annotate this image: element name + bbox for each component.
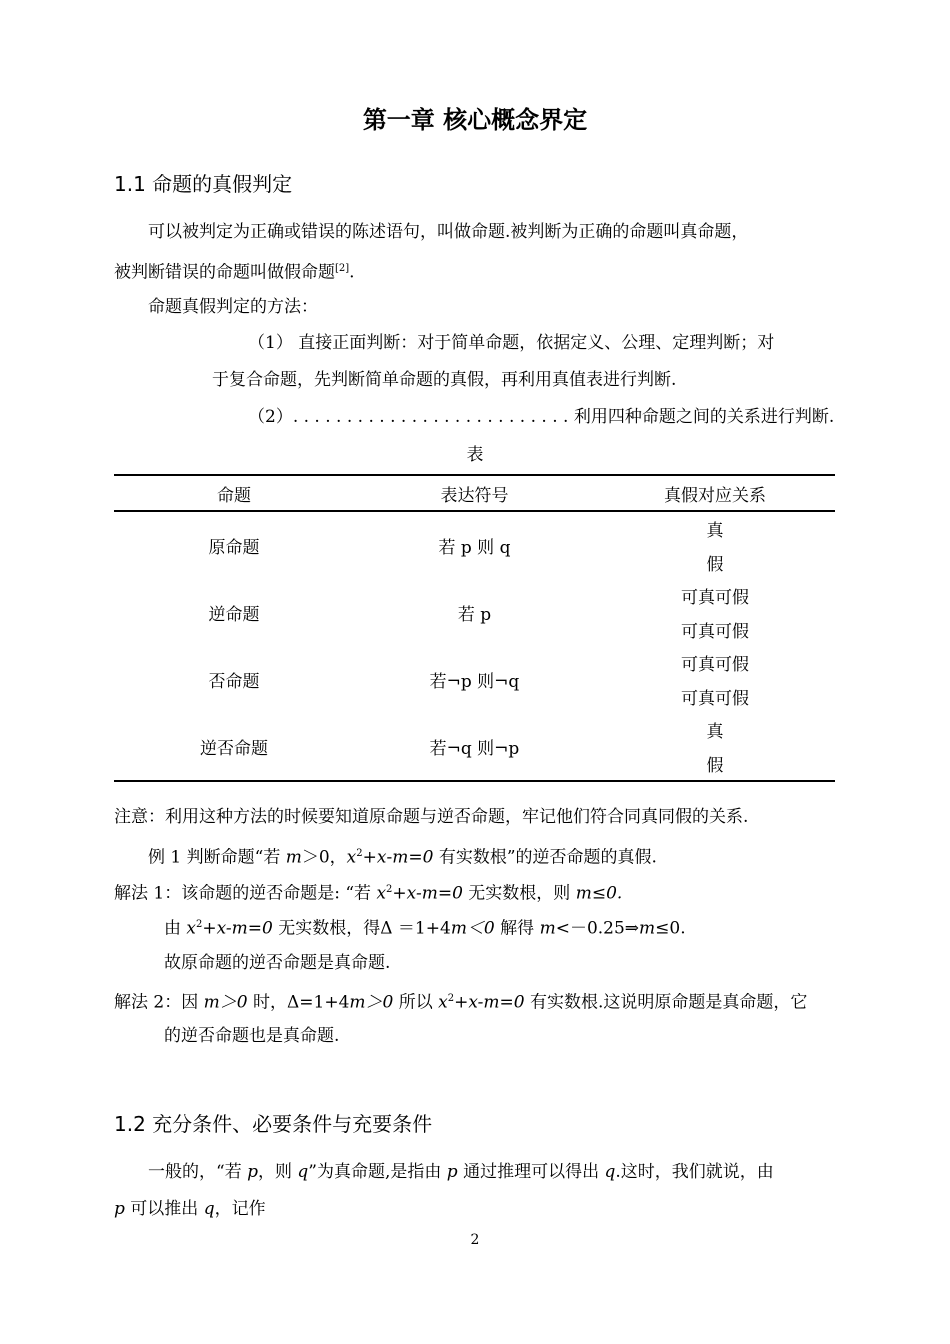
math-expr: ＞0 [219, 992, 248, 1013]
solution-1-line3: 故原命题的逆否命题是真命题. [164, 953, 391, 973]
math-var: m [450, 918, 467, 939]
math-var: m [539, 918, 556, 939]
text-run: 通过推理可以得出 [457, 1162, 605, 1182]
solution-1-line1 [114, 878, 622, 906]
truth-value: 真 [706, 722, 724, 743]
header-truth-relation: 真假对应关系 [595, 475, 835, 511]
text-run: .这时，我们就说，由 [615, 1162, 774, 1182]
para1-end: . [349, 262, 355, 283]
text-run: ，记作 [214, 1199, 266, 1219]
text-run: 一般的，“若 [148, 1162, 248, 1182]
table-row [114, 511, 835, 546]
solution-2-line2: 的逆否命题也是真命题. [164, 1026, 340, 1046]
text-run: 有实数根.这说明原命题是真命题，它 [524, 992, 808, 1013]
truth-value: 可真可假 [681, 688, 749, 709]
math-var: x [438, 992, 448, 1013]
math-var: m [392, 847, 409, 868]
section2-line2 [114, 1197, 266, 1221]
exponent: 2 [356, 848, 363, 859]
method1-line1: （1） 直接正面判断：对于简单命题，依据定义、公理、定理判断；对 [248, 333, 775, 353]
table-row [114, 713, 835, 747]
math-expr: =0 [408, 847, 434, 868]
math-var: p [114, 1199, 125, 1219]
proposition-name: 原命题 [208, 538, 260, 558]
chapter-title: 第一章 核心概念界定 [362, 106, 588, 134]
para1-line1: 可以被判定为正确或错误的陈述语句，叫做命题.被判断为正确的命题叫真命题， [148, 222, 749, 242]
method1-line2: 于复合命题，先判断简单命题的真假，再利用真值表进行判断. [212, 370, 677, 390]
math-var: q [297, 1162, 309, 1182]
proposition-expression: 若 p 则 q [438, 538, 511, 558]
text-run: 解法 1：该命题的逆否命题是: “若 [114, 883, 377, 904]
solution-2-line1 [114, 987, 807, 1015]
math-var: x [346, 847, 357, 868]
text-run: ”为真命题,是指由 [308, 1162, 447, 1182]
math-var: m [349, 992, 366, 1013]
math-var: m [639, 918, 656, 939]
citation-ref: [2] [335, 263, 350, 274]
exponent: 2 [447, 993, 455, 1004]
text-run: 所以 [393, 992, 439, 1013]
proposition-name: 否命题 [208, 672, 260, 692]
para1-line2 [114, 257, 355, 285]
text-run: 有实数根”的逆否命题的真假. [433, 847, 657, 868]
text-run: 时，Δ=1+4 [247, 992, 350, 1013]
section-1-2-heading: 1.2 充分条件、必要条件与充要条件 [114, 1112, 433, 1136]
math-var: m [285, 847, 302, 868]
math-expr: ＜0 [466, 918, 495, 939]
truth-value: 假 [706, 554, 724, 575]
text-run: 可以推出 [124, 1199, 204, 1219]
truth-value: 可真可假 [681, 588, 749, 609]
text-run: 例 1 判断命题“若 [148, 847, 286, 868]
table-header-row [114, 475, 835, 511]
proposition-expression: 若 p [457, 605, 492, 625]
truth-table [114, 474, 835, 782]
math-var: q [203, 1199, 215, 1219]
exponent: 2 [386, 884, 393, 895]
text-run: 无实数根，则 [462, 883, 576, 904]
text-run: 由 [164, 918, 187, 939]
para1-line2-text: 被判断错误的命题叫做假命题 [114, 262, 335, 283]
section2-line1 [148, 1160, 774, 1184]
methods-label: 命题真假判定的方法： [148, 297, 318, 317]
math-var: p [446, 1162, 458, 1182]
text-run: 解得 [494, 918, 540, 939]
header-expression: 表达符号 [354, 475, 595, 511]
table-caption: 表 [466, 445, 484, 465]
math-var: x [186, 918, 196, 939]
note: 注意：利用这种方法的时候要知道原命题与逆否命题，牢记他们符合同真同假的关系. [114, 807, 749, 827]
solution-1-line2 [164, 913, 686, 941]
math-expr: +x-m=0 [202, 918, 273, 939]
text-run: ，则 [258, 1162, 298, 1182]
text-run: - [386, 847, 393, 868]
text-run: + [362, 847, 377, 868]
text-run: ≤0. [655, 918, 686, 939]
proposition-name: 逆否命题 [199, 739, 268, 759]
math-var: x [376, 847, 387, 868]
page-number: 2 [470, 1232, 480, 1248]
table-row [114, 579, 835, 613]
math-var: m [203, 992, 220, 1013]
method2: （2）. . . . . . . . . . . . . . . . . . . . . . . . . . 利用四种命题之间的关系进行判断. [248, 407, 835, 427]
proposition-name: 逆命题 [208, 605, 260, 625]
math-expr: +x-m=0 [392, 883, 463, 904]
math-expr: ＞0 [365, 992, 394, 1013]
header-proposition: 命题 [114, 475, 354, 511]
math-expr: m≤0. [575, 883, 623, 904]
truth-value: 可真可假 [681, 621, 749, 642]
proposition-expression: 若¬q 则¬p [429, 739, 520, 759]
section-1-1-heading: 1.1 命题的真假判定 [114, 172, 293, 196]
table-row [114, 646, 835, 680]
text-run: <－0.25⇒ [555, 918, 640, 939]
proposition-expression: 若¬p 则¬q [429, 672, 520, 692]
exponent: 2 [196, 919, 203, 930]
math-var: q [604, 1162, 616, 1182]
truth-value: 假 [706, 755, 724, 776]
text-run: ＞0， [301, 847, 347, 868]
truth-value: 可真可假 [681, 655, 749, 676]
text-run: 无实数根，得Δ ＝1+4 [272, 918, 451, 939]
text-run: 解法 2：因 [114, 992, 204, 1013]
math-expr: +x-m=0 [454, 992, 525, 1013]
truth-value: 真 [706, 521, 724, 542]
example-1 [148, 842, 657, 870]
math-var: p [247, 1162, 258, 1182]
math-var: x [376, 883, 387, 904]
